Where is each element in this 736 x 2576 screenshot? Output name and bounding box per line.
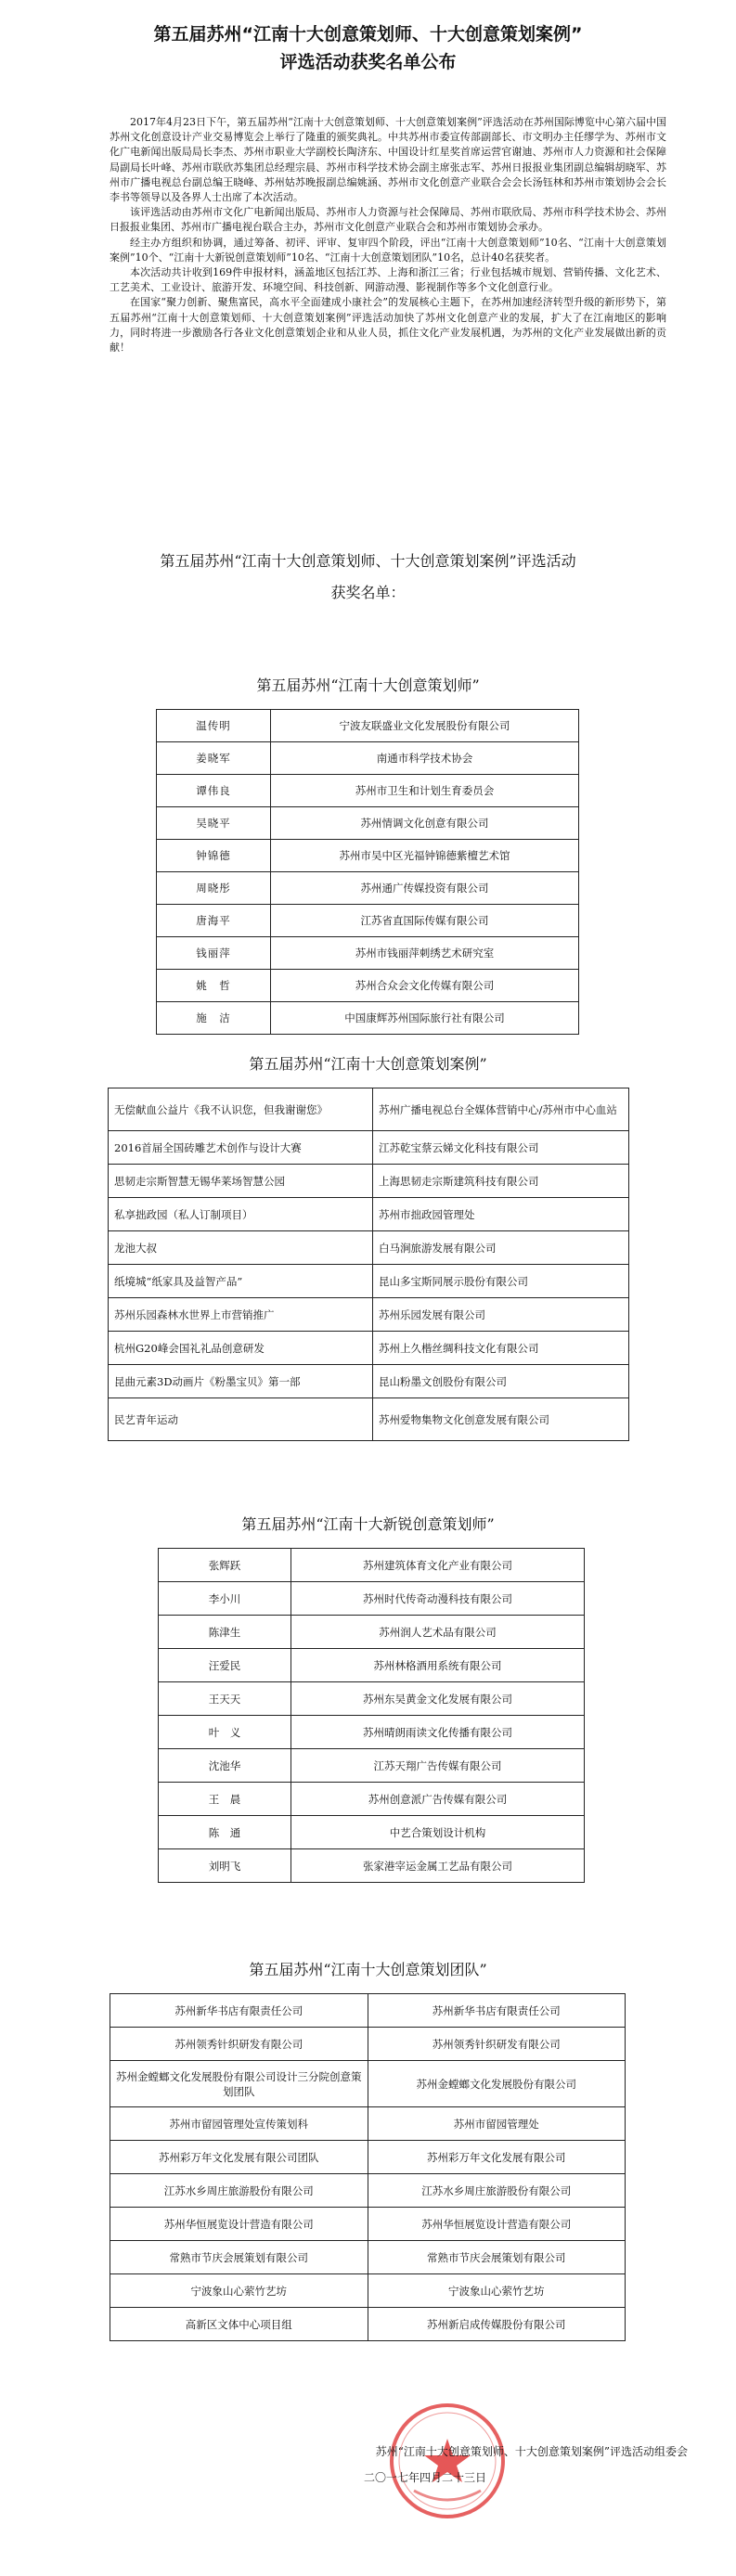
footer-date: 二〇一七年四月二十三日 bbox=[364, 2471, 487, 2484]
teams-section-title: 第五届苏州“江南十大创意策划团队” bbox=[249, 1961, 487, 1978]
winner-organization: 江苏省直国际传媒有限公司 bbox=[271, 905, 579, 937]
case-organization: 江苏乾宝蔡云娣文化科技有限公司 bbox=[373, 1131, 629, 1165]
title-line-2: 评选活动获奖名单公布 bbox=[279, 52, 457, 72]
team-organization: 苏州领秀针织研发有限公司 bbox=[368, 2028, 626, 2061]
table-row bbox=[109, 1088, 629, 1131]
team-name: 宁波象山心萦竹艺坊 bbox=[110, 2274, 368, 2308]
intro-paragraph-2: 该评选活动由苏州市文化广电新闻出版局、苏州市人力资源与社会保障局、苏州市联欣局、苏州市科学技术协会、苏州日报报业集团、苏州市广播电视台联合主办，苏州市文化创意产业联合会和苏州市策划协会承办。 bbox=[110, 206, 666, 234]
table-row bbox=[157, 840, 579, 872]
winner-organization: 苏州情调文化创意有限公司 bbox=[271, 807, 579, 840]
winner-name: 谭伟良 bbox=[157, 775, 271, 807]
team-organization: 苏州市留园管理处 bbox=[368, 2107, 626, 2141]
list-heading-line-1: 第五届苏州“江南十大创意策划师、十大创意策划案例”评选活动 bbox=[160, 552, 576, 570]
footer-organizer: 苏州“江南十大创意策划师、十大创意策划案例”评选活动组委会 bbox=[375, 2445, 688, 2458]
winner-name: 陈 通 bbox=[159, 1816, 291, 1849]
winner-organization: 苏州创意派广告传媒有限公司 bbox=[291, 1783, 585, 1816]
table-row bbox=[159, 1716, 585, 1749]
teams-table bbox=[110, 1993, 626, 2341]
table-row bbox=[157, 937, 579, 970]
team-name: 苏州领秀针织研发有限公司 bbox=[110, 2028, 368, 2061]
table-row bbox=[157, 742, 579, 775]
table-row bbox=[110, 2107, 626, 2141]
table-row bbox=[159, 1549, 585, 1582]
case-title: 无偿献血公益片《我不认识您，但我谢谢您》 bbox=[109, 1088, 373, 1131]
winner-name: 钱丽萍 bbox=[157, 937, 271, 970]
table-row bbox=[110, 2174, 626, 2208]
team-name: 苏州彩万年文化发展有限公司团队 bbox=[110, 2141, 368, 2174]
table-row bbox=[109, 1198, 629, 1231]
winner-name: 刘明飞 bbox=[159, 1849, 291, 1883]
winner-name: 汪爱民 bbox=[159, 1649, 291, 1682]
list-heading-line-2: 获奖名单： bbox=[330, 584, 406, 601]
table-row bbox=[110, 1994, 626, 2028]
table-row bbox=[157, 710, 579, 742]
planners-table bbox=[156, 709, 579, 1035]
winner-name: 唐海平 bbox=[157, 905, 271, 937]
winner-organization: 苏州晴朗雨读文化传播有限公司 bbox=[291, 1716, 585, 1749]
case-organization: 苏州上久楷丝绸科技文化有限公司 bbox=[373, 1332, 629, 1365]
winner-organization: 张家港宰运金属工艺品有限公司 bbox=[291, 1849, 585, 1883]
table-row bbox=[157, 807, 579, 840]
winner-name: 沈池华 bbox=[159, 1749, 291, 1783]
table-row bbox=[110, 2208, 626, 2241]
intro-text bbox=[110, 115, 666, 355]
team-organization: 苏州新华书店有限责任公司 bbox=[368, 1994, 626, 2028]
case-title: 苏州乐园森林水世界上市营销推广 bbox=[109, 1298, 373, 1332]
winner-name: 李小川 bbox=[159, 1582, 291, 1616]
team-organization: 苏州彩万年文化发展有限公司 bbox=[368, 2141, 626, 2174]
winner-organization: 苏州市钱丽萍刺绣艺术研究室 bbox=[271, 937, 579, 970]
planners-section-title: 第五届苏州“江南十大创意策划师” bbox=[256, 676, 480, 694]
team-name: 常熟市节庆会展策划有限公司 bbox=[110, 2241, 368, 2274]
team-organization: 常熟市节庆会展策划有限公司 bbox=[368, 2241, 626, 2274]
winner-organization: 苏州润人艺术品有限公司 bbox=[291, 1616, 585, 1649]
table-row bbox=[110, 2061, 626, 2107]
table-row bbox=[109, 1165, 629, 1198]
cases-section-title: 第五届苏州“江南十大创意策划案例” bbox=[249, 1055, 487, 1073]
winner-name: 施 洁 bbox=[157, 1002, 271, 1035]
winner-name: 温传明 bbox=[157, 710, 271, 742]
winner-organization: 苏州通广传媒投资有限公司 bbox=[271, 872, 579, 905]
table-row bbox=[159, 1682, 585, 1716]
winner-name: 吴晓平 bbox=[157, 807, 271, 840]
intro-paragraph-3: 经主办方组织和协调，通过筹备、初评、评审、复审四个阶段，评出“江南十大创意策划师”10名、“江南十大创意策划案例”10个、“江南十大新锐创意策划师”10名、“江南十大创意策划团队”10名，总计40名获奖者。 bbox=[110, 236, 666, 264]
team-organization: 苏州金螳螂文化发展股份有限公司 bbox=[368, 2061, 626, 2107]
table-row bbox=[110, 2274, 626, 2308]
winner-organization: 苏州合众会文化传媒有限公司 bbox=[271, 970, 579, 1002]
winner-name: 姚 哲 bbox=[157, 970, 271, 1002]
table-row bbox=[109, 1365, 629, 1398]
team-organization: 宁波象山心萦竹艺坊 bbox=[368, 2274, 626, 2308]
winner-organization: 江苏天翔广告传媒有限公司 bbox=[291, 1749, 585, 1783]
case-title: 昆曲元素3D动画片《粉墨宝贝》第一部 bbox=[109, 1365, 373, 1398]
winner-organization: 苏州市卫生和计划生育委员会 bbox=[271, 775, 579, 807]
case-title: 龙池大叔 bbox=[109, 1231, 373, 1265]
winner-organization: 苏州东吴黄金文化发展有限公司 bbox=[291, 1682, 585, 1716]
team-organization: 苏州新启成传媒股份有限公司 bbox=[368, 2308, 626, 2341]
case-title: 私享拙政园（私人订制项目） bbox=[109, 1198, 373, 1231]
winner-organization: 苏州时代传奇动漫科技有限公司 bbox=[291, 1582, 585, 1616]
table-row bbox=[159, 1783, 585, 1816]
table-row bbox=[110, 2028, 626, 2061]
case-organization: 白马涧旅游发展有限公司 bbox=[373, 1231, 629, 1265]
table-row bbox=[157, 1002, 579, 1035]
newcomers-section-title: 第五届苏州“江南十大新锐创意策划师” bbox=[241, 1515, 495, 1533]
official-seal-icon bbox=[388, 2402, 507, 2520]
table-row bbox=[110, 2308, 626, 2341]
case-organization: 昆山粉墨文创股份有限公司 bbox=[373, 1365, 629, 1398]
winner-name: 王 晨 bbox=[159, 1783, 291, 1816]
case-title: 杭州G20峰会国礼礼品创意研发 bbox=[109, 1332, 373, 1365]
table-row bbox=[159, 1616, 585, 1649]
team-name: 苏州华恒展览设计营造有限公司 bbox=[110, 2208, 368, 2241]
winner-organization: 南通市科学技术协会 bbox=[271, 742, 579, 775]
table-row bbox=[157, 970, 579, 1002]
case-organization: 苏州乐园发展有限公司 bbox=[373, 1298, 629, 1332]
team-organization: 苏州华恒展览设计营造有限公司 bbox=[368, 2208, 626, 2241]
case-organization: 昆山多宝斯同展示股份有限公司 bbox=[373, 1265, 629, 1298]
winner-name: 王天天 bbox=[159, 1682, 291, 1716]
newcomers-table bbox=[158, 1548, 585, 1883]
table-row bbox=[110, 2241, 626, 2274]
table-row bbox=[159, 1582, 585, 1616]
list-heading bbox=[56, 549, 680, 605]
table-row bbox=[109, 1265, 629, 1298]
intro-paragraph-1: 2017年4月23日下午，第五届苏州“江南十大创意策划师、十大创意策划案例”评选活动在苏州国际博览中心第六届中国苏州文化创意设计产业交易博览会上举行了隆重的颁奖典礼。中共苏州市委宣传部副部长、市文明办主任缪学为、苏州市文化广电新闻出版局局长李杰、苏州市职业大学副校长陶济东、中国设计红星奖首席运营官谢迪、苏州市人力资源和社会保障局副局长叶峰、苏州市联欣苏集团总经理宗晨、苏州市科学技术协会副主席张志军、苏州日报报业集团副总编辑胡晓军、苏州市广播电视总台副总编王晓峰、苏州姑苏晚报副总编姚涵、苏州市文化创意产业联合会会长汤钰林和苏州市策划协会会长李书等领导以及各界人士出席了本次活动。 bbox=[110, 116, 666, 204]
team-name: 苏州新华书店有限责任公司 bbox=[110, 1994, 368, 2028]
table-row bbox=[159, 1849, 585, 1883]
winner-organization: 中艺合策划设计机构 bbox=[291, 1816, 585, 1849]
table-row bbox=[159, 1649, 585, 1682]
team-name: 高新区文体中心项目组 bbox=[110, 2308, 368, 2341]
cases-table bbox=[108, 1088, 629, 1441]
intro-paragraph-5: 在国家“聚力创新、聚焦富民，高水平全面建成小康社会”的发展核心主题下，在苏州加速经济转型升级的新形势下，第五届苏州“江南十大创意策划师、十大创意策划案例”评选活动加快了苏州文化创意产业的发展，扩大了在江南地区的影响力，同时将进一步激励各行各业文化创意策划企业和从业人员，抓住文化产业发展机遇，为苏州的文化产业发展做出新的贡献！ bbox=[110, 296, 666, 354]
table-row bbox=[109, 1298, 629, 1332]
case-title: 思韧走宗斯智慧无锡华莱场智慧公园 bbox=[109, 1165, 373, 1198]
table-row bbox=[109, 1231, 629, 1265]
table-row bbox=[109, 1131, 629, 1165]
case-title: 纸境城“纸家具及益智产品” bbox=[109, 1265, 373, 1298]
table-row bbox=[110, 2141, 626, 2174]
document-title bbox=[37, 20, 699, 76]
table-row bbox=[159, 1749, 585, 1783]
table-row bbox=[109, 1398, 629, 1441]
table-row bbox=[109, 1332, 629, 1365]
winner-name: 姜晓军 bbox=[157, 742, 271, 775]
winner-name: 周晓彤 bbox=[157, 872, 271, 905]
intro-paragraph-4: 本次活动共计收到169件申报材料，涵盖地区包括江苏、上海和浙江三省；行业包括城市规划、营销传播、文化艺术、工艺美术、工业设计、旅游开发、环境空间、科技创新、网游动漫、影视制作等多个文化创意行业。 bbox=[110, 266, 666, 294]
title-line-1: 第五届苏州“江南十大创意策划师、十大创意策划案例” bbox=[153, 24, 583, 45]
team-name: 苏州市留园管理处宣传策划科 bbox=[110, 2107, 368, 2141]
winner-organization: 苏州市吴中区光福钟锦德紫檀艺术馆 bbox=[271, 840, 579, 872]
winner-organization: 中国康辉苏州国际旅行社有限公司 bbox=[271, 1002, 579, 1035]
table-row bbox=[157, 905, 579, 937]
winner-organization: 苏州建筑体育文化产业有限公司 bbox=[291, 1549, 585, 1582]
case-organization: 上海思韧走宗斯建筑科技有限公司 bbox=[373, 1165, 629, 1198]
case-organization: 苏州广播电视总台全媒体营销中心/苏州市中心血站 bbox=[373, 1088, 629, 1131]
winner-name: 钟锦德 bbox=[157, 840, 271, 872]
winner-name: 叶 义 bbox=[159, 1716, 291, 1749]
team-organization: 江苏水乡周庄旅游股份有限公司 bbox=[368, 2174, 626, 2208]
case-title: 2016首届全国砖雕艺术创作与设计大赛 bbox=[109, 1131, 373, 1165]
table-row bbox=[159, 1816, 585, 1849]
team-name: 苏州金螳螂文化发展股份有限公司设计三分院创意策划团队 bbox=[110, 2061, 368, 2107]
team-name: 江苏水乡周庄旅游股份有限公司 bbox=[110, 2174, 368, 2208]
winner-organization: 宁波友联盛业文化发展股份有限公司 bbox=[271, 710, 579, 742]
case-organization: 苏州爱物集物文化创意发展有限公司 bbox=[373, 1398, 629, 1441]
case-title: 民艺青年运动 bbox=[109, 1398, 373, 1441]
case-organization: 苏州市拙政园管理处 bbox=[373, 1198, 629, 1231]
winner-name: 张辉跃 bbox=[159, 1549, 291, 1582]
table-row bbox=[157, 872, 579, 905]
table-row bbox=[157, 775, 579, 807]
winner-name: 陈津生 bbox=[159, 1616, 291, 1649]
winner-organization: 苏州林格酒用系统有限公司 bbox=[291, 1649, 585, 1682]
